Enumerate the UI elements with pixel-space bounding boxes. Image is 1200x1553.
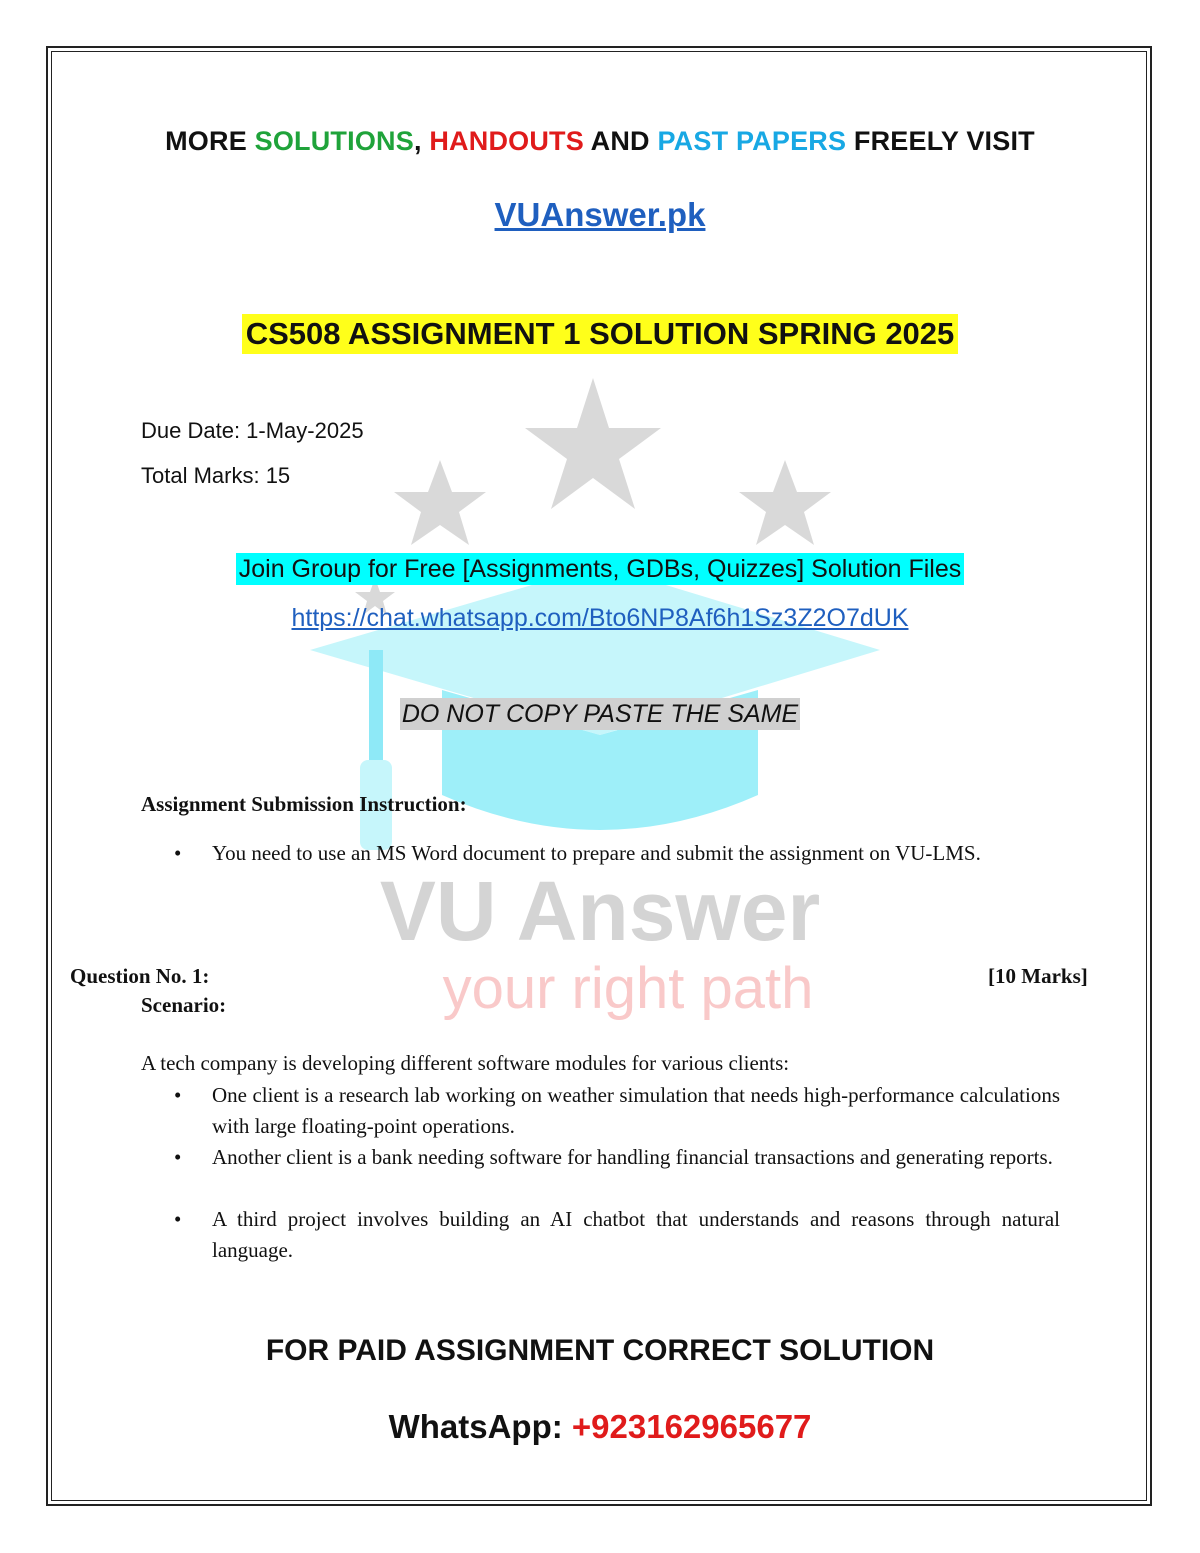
paid-solution-banner: FOR PAID ASSIGNMENT CORRECT SOLUTION bbox=[265, 1334, 935, 1367]
scenario-bullet: One client is a research lab working on weather simulation that needs high-performance calculations with large floating-point operations. bbox=[212, 1083, 1060, 1138]
promo-text: , bbox=[413, 126, 430, 156]
site-link[interactable]: VUAnswer.pk bbox=[494, 196, 706, 233]
promo-solutions: SOLUTIONS bbox=[254, 126, 414, 156]
list-item bbox=[174, 1142, 1060, 1173]
promo-text: MORE bbox=[165, 126, 255, 156]
bullet-icon: • bbox=[174, 1083, 182, 1107]
join-group-text: Join Group for Free [Assignments, GDBs, Quizzes] Solution Files bbox=[236, 553, 965, 585]
total-marks: Total Marks: 15 bbox=[141, 463, 291, 488]
scenario-bullet: A third project involves building an AI chatbot that understands and reasons through natural language. bbox=[212, 1207, 1060, 1262]
due-date: Due Date: 1-May-2025 bbox=[141, 418, 364, 443]
promo-header bbox=[0, 126, 1200, 157]
whatsapp-number[interactable]: +923162965677 bbox=[571, 1408, 812, 1445]
submission-instruction: You need to use an MS Word document to prepare and submit the assignment on VU-LMS. bbox=[212, 841, 981, 865]
scenario-intro: A tech company is developing different software modules for various clients: bbox=[141, 1051, 790, 1075]
promo-past-papers: PAST PAPERS bbox=[657, 126, 847, 156]
page-border-inner bbox=[51, 51, 1147, 1501]
promo-text: AND bbox=[583, 126, 658, 156]
list-item bbox=[174, 838, 1060, 869]
promo-text: FREELY VISIT bbox=[846, 126, 1035, 156]
watermark-tagline: your right path bbox=[442, 956, 814, 1021]
bullet-icon: • bbox=[174, 1145, 182, 1169]
submission-heading: Assignment Submission Instruction: bbox=[141, 792, 467, 816]
bullet-icon: • bbox=[174, 1207, 182, 1231]
whatsapp-group-link[interactable]: https://chat.whatsapp.com/Bto6NP8Af6h1Sz3Z2O7dUK bbox=[291, 604, 909, 632]
join-block bbox=[0, 553, 1200, 585]
bullet-icon: • bbox=[174, 841, 182, 865]
promo-handouts: HANDOUTS bbox=[429, 126, 584, 156]
question-marks: [10 Marks] bbox=[988, 964, 1088, 988]
whatsapp-label: WhatsApp: bbox=[388, 1408, 572, 1445]
scenario-bullet: Another client is a bank needing software for handling financial transactions and generating reports. bbox=[212, 1145, 1053, 1169]
page-title: CS508 ASSIGNMENT 1 SOLUTION SPRING 2025 bbox=[242, 314, 959, 354]
title-block bbox=[0, 314, 1200, 354]
list-item bbox=[174, 1204, 1060, 1266]
whatsapp-contact bbox=[0, 1408, 1200, 1446]
watermark-brand: VU Answer bbox=[379, 864, 821, 958]
warning-block bbox=[0, 698, 1200, 730]
question-label: Question No. 1: bbox=[70, 964, 210, 988]
copy-warning: DO NOT COPY PASTE THE SAME bbox=[401, 700, 799, 728]
list-item bbox=[174, 1080, 1060, 1142]
scenario-heading: Scenario: bbox=[141, 993, 227, 1017]
